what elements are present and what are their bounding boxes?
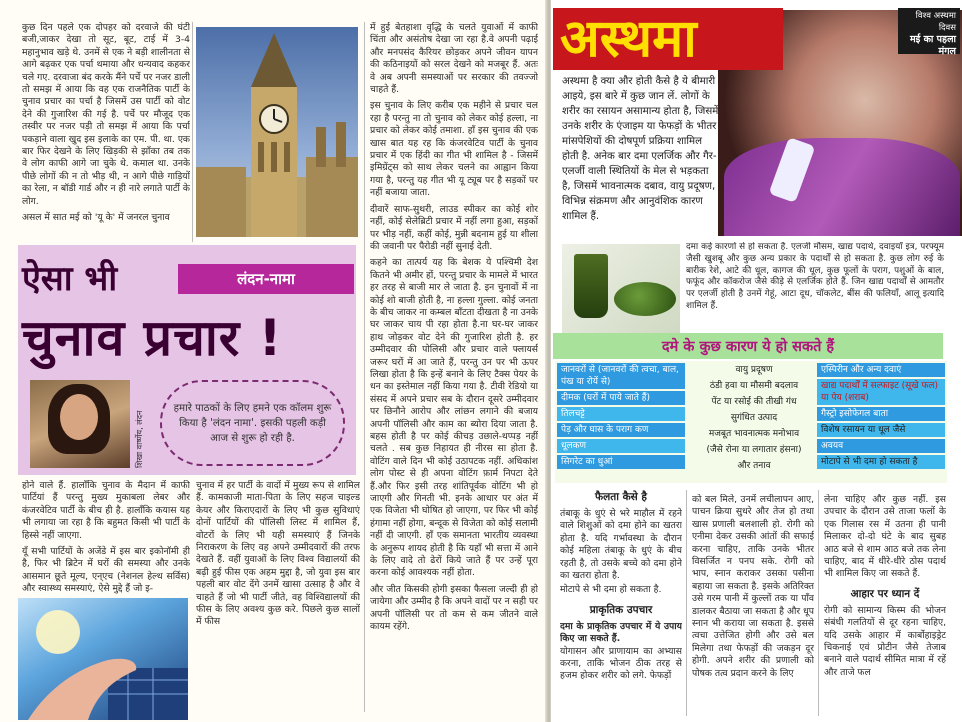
cause-right-6: मोटापे से भी दमा हो सकता है (817, 455, 945, 469)
para-col1-2: असल में सात मई को 'यू के' में जनरल चुनाव (22, 212, 170, 224)
diet-heading: आहार पर ध्यान दें (850, 587, 920, 600)
para-col1-1: कुछ दिन पहले एक दोपहर को दरवाजे की घंटी बजी,जाकर देखा तो सूट, बूट, टाई में 3-4 महानुभाव खड़े थे. उनमें से एक ने बड़ी शालीनता से आगे बढ़कर एक पर्चा थमाया और धन्यवाद कहकर चले गए. दरवाजा बंद करके मैंने पर्चे पर नजर डाली तो समझ में आया कि वह एक राजनैतिक पार्टी के चुनाव प्रचार का पर्चा है जिसमें उस पार्टी को वोट देने की गुजारिश की गई है. पर्चे पर मौजूद एक तस्वीर पर नजर पड़ी तो समझ में आया कि पर्चा पकड़ाने वाला खुद इस इलाके का एम. पी. था. एक बार फिर देखने के लिए खिड़की से झाँका तब तक वे लोग काफी आगे जा चुके थे. कमाल था. उनके पीछे लोगों की न तो भीड़ थी, न आगे पीछे गाड़ियों का रेला, न बॉडी गार्ड और न ही नारे लगाते पार्टी के लोग. (22, 22, 190, 207)
herbal-remedy-photo (562, 244, 680, 336)
how-text: तंबाकू के धुएं से भरे माहौल में रहने वाले शिशुओं को दमा होने का खतरा होता है. यदि गर्भावस्था के दौरान कोई महिला तंबाकू के धुएं के बीच रहती है, तो उसके बच्चे को दमा होने का खतरा होता है. (560, 508, 682, 582)
cause-left-5: धूलकण (557, 439, 685, 453)
para-lower-1: होने वाले हैं. हालाँकि चुनाव के मैदान में काफी पार्टियां हैं परन्तु मुख्य मुकाबला लेबर और कंजरवेटिव पार्टी के बीच ही है. हालाँकि कयास यह भी लगाया जा रहा है कि बहुमत किसी भी पार्टी के हिस्से नहीं जाएगा. (22, 480, 190, 541)
natural-text: योगासन और प्राणायाम का अभ्यास करना, ताकि भोजन ठीक तरह से हजम होकर शरीर को लगे. फेफड़ों (560, 645, 682, 682)
series-tag (898, 8, 960, 57)
cause-left-3: तिलचट्टे (557, 407, 685, 421)
headline-part2: चुनाव प्रचार ! (22, 309, 283, 367)
big-ben-illustration (196, 27, 358, 237)
cause-mid-2: ठंडी हवा या मौसमी बदलाव (709, 381, 799, 391)
solar-illustration (18, 598, 188, 720)
cause-right-2: खाद्य पदार्थों में सल्फाइट (सूखे फल) या पेय (शराब) (817, 379, 945, 405)
cause-right-1: एस्पिरीन और अन्य दवाएं (817, 363, 945, 377)
cause-left-6: सिगरेट का धुआं (557, 455, 685, 469)
para-col3-4: कहने का तात्पर्य यह कि बेशक ये पश्चिमी देश कितने भी अमीर हों, परन्तु प्रचार के मामले में भारत हर तरह से बाजी मार ले जाता है. इन चुनावों में ना कोई शो बाजी होती है, ना हल्ला गुल्ला. कोई जनता के बीच जाकर ना कम्बल बाँटता दीखता है ना उनके घर जाकर चाय पी रहा होता है.ना घर-घर जाकर हाथ जोड़कर वोट देने की गुजारिश होती है. हर उम्मीदवार की पोलिसी और प्रचार वाले फ्लायर्स जरूर घरों में आ जाते हैं, परन्तु उन पर भी ऊपर लिखा होता है कि इन्हें बनाने के लिए टैक्स पेयर के धन का इस्तेमाल नहीं किया गया है. टीवी रेडियो या संसद में अपने प्रचार सब के दौरान दूसरे उम्मीदवार पर छिनौने आरोप और लांछन लगाने की बजाय अपनी पॉलिसी और काम का ब्योरा दिया जाता है. बहस होती है पर कोई कीचड़ उछाले-थप्पड़ नहीं चलते . सब कुछ निहायत ही नीरस सा होता है. वोटिंग वाले दिन भी कोई उठापटक नहीं. अधिकांश लोग पोस्ट से ही अपना वोटिंग फ़ार्म निपटा देते हैं.और फिर इसी तरह शांतिपूर्वक वोटिंग भी हो जाएगी और गिनती भी. इनके आधार पर अंत में एक विजेता भी घोषित हो जाएगा, पर फिर भी कोई हंगामा नहीं होगा, बन्दूक से विजेता को कोई सलामी नहीं दी जाएगी. हाँ एक समानता भारतीय व्यवस्था के अनुरूप शायद होती है कि यहाँ भी सत्ता में आने के लिए वादे तो ढेरों किये जाते हैं पर उन्हें पूरा करना कोई आवश्यक नहीं होता. (370, 257, 538, 579)
cause-left-1: जानवरों से (जानवरों की त्वचा, बाल, पंख या रोयें से) (557, 363, 685, 389)
remedy-col-mid: को बल मिले, उनमें लचीलापन आए, पाचन क्रिया सुधरे और तेज हो तथा खास प्रणाली बलशाली हो. रोगी को एनीमा देकर उसकी आंतों की सफाई करना चाहिए, ताकि उनके भीतर विसर्जित न पनप सके. रोगी को भाप, स्नान कराकर उसका पसीना बहाया जा सकता है. इसके अतिरिक्त उसे गरम पानी में कुल्लों तक या पाँव डालकर बैठाया जा सकता है और धूप स्नान भी कराया जा सकता है. इससे त्वचा उत्तेजित होगी और उसे बल मिलेगा तथा फेफड़ों की जकड़न दूर होगी. अपने शरीर की प्रणाली को पोषक तत्व प्रदान करने के लिए (692, 494, 814, 679)
causes-heading: दमे के कुछ कारण ये हो सकते हैं (553, 333, 943, 359)
diet-text: रोगी को सामान्य किस्म की भोजन संबंधी गलतियों से दूर रहना चाहिए, यदि उसके आहार में कार्बोहाइड्रेट चिकनाई एवं प्रोटीन जैसे तेजाब बनाने वाले पदार्थ सीमित मात्रा में रहें और ताजे फल (824, 604, 946, 678)
para-col3-2: इस चुनाव के लिए करीब एक महीने से प्रचार चल रहा है परन्तु ना तो चुनाव को लेकर कोई हल्ला, ना प्रचार को लेकर कोई तमाशा. हाँ इस चुनाव की एक खास बात यह रह कि कंजरवेटिव पार्टी के चुनाव प्रचार में एक हिंदी का गीत भी शामिल है - जिसमें इमिग्रेंट्स को साथ लेकर चलने का आह्वान किया गया है, परन्तु यह गीत भी यू ट्यूब पर है सड़कों पर नहीं बजाया जाता. (370, 100, 538, 199)
natural-heading: प्राकृतिक उपचार (589, 603, 653, 616)
author-photo (30, 380, 130, 468)
cause-left-2: दीमक (घरों में पाये जाते हैं) (557, 391, 685, 405)
how-heading: फैलता कैसे है (595, 491, 647, 503)
remedy-col-right (824, 494, 946, 718)
para-col3-5: और जीत किसकी होगी इसका फैसला जल्दी ही हो जायेगा और उम्मीद है कि अपने वादों पर न सही पर अपनी पॉलिसी पर तो कम से कम जीतने वाले कायम रहेंगे. (370, 583, 538, 633)
para-col3-3: दीवारें साफ-सुथरी, लाउड स्पीकर का कोई शोर नहीं, कोई सेलेब्रिटी प्रचार में नहीं लगा हुआ, सड़कों पर भीड़ नहीं, कहीं कोई, मुन्नी बदनाम हुई या शीला की जवानी पर पैरोडी नहीं सुनाई देती. (370, 203, 538, 252)
natural-lead: दमा के प्राकृतिक उपचार में ये उपाय किए जा सकते हैं. (560, 620, 682, 645)
page-title: अस्थमा (560, 9, 697, 69)
para-lower-col2: चुनाव में हर पार्टी के वादों में मुख्य रूप से शामिल हैं. कामकाजी माता-पिता के लिए सहज चाइल्ड केयर और किराएदारों के लिए भी कुछ सुविधाएं दोनों पार्टियों की पॉलिसी लिस्ट में शामिल हैं, वोटरों के लिए भी यही समस्याएं हैं जिनके निराकरण के लिए वह अपने उम्मीदवारों की तरफ देखते हैं. वहीं युवाओं के लिए विश्व विद्यालयों की बढ़ी हुई फीस एक अहम मुद्दा है, जो युवा इस बार पहली बार वोट देंगे उनमें खासा उत्साह है और वे चाहते हैं जो भी पार्टी जीते, वह विश्विद्यालयों की फीस के लिए अवश्य कुछ करे. पिछले कुछ सालों में फीस (196, 480, 360, 628)
solar-hand-photo (18, 598, 188, 720)
cause-mid-5: मजबूत भावनात्मक मनोभाव (708, 429, 800, 439)
cause-mid-4: सुगंधित उत्पाद (730, 413, 778, 423)
cause-mid-6: (जैसे रोना या लगातार हंसना) (706, 445, 802, 455)
causes-grid (555, 361, 947, 483)
allergy-paragraph: दमा कई कारणों से हो सकता है. एलर्जी मौसम, खाद्य पदार्थ, दवाइयाँ इत्र, परफ्यूम जैसी खुशबू और कुछ अन्य प्रकार के पदार्थों से हो सकता है. कुछ लोग रुई के बारीक रेशे, आटे की धूल, कागज की धूल, कुछ फूलों के पराग, पशुओं के बाल, फफूंद और कॉकरोज जैसे कीड़े से एलर्जिक होते हैं. जिन खाद्य पदार्थों से आमतौर पर एलर्जी होती है उनमें गेहूं, आटा दूध, चॉकलेट, बींस की फलियाँ, आलू इत्यादि शामिल हैं. (686, 242, 944, 311)
col-right-text: लेना चाहिए और कुछ नहीं. इस उपचार के दौरान उसे ताजा फलों के एक गिलास रस में उतना ही पानी मिलाकर दो-दो घंटे के बाद सुबह आठ बजे से शाम आठ बजे तक लेना चाहिए, बाद में धीरे-धीरे ठोस पदार्थ भी शामिल किए जा सकते हैं. (824, 494, 946, 580)
article-col1-bottom (22, 480, 190, 598)
article-col3 (370, 22, 538, 712)
article-col2-bottom (196, 480, 360, 692)
para-col3-1: में हुई बेतहाशा वृद्धि के चलते युवाओं में काफी चिंता और असंतोष देखा जा रहा है.वे अपनी पढ़ाई और मनपसंद कैरियर छोड़कर अपने जीवन यापन की कठिनाइयों को सरल देखने को मजबूर हैं. अतः वे अब अपनी समस्याओं पर सरकार की तवज्जो चाहते हैं. (370, 22, 538, 96)
cause-mid-7: और तनाव (737, 461, 771, 471)
column-intro-note: हमारे पाठकों के लिए हमने एक कॉलम शुरू किया है 'लंदन नामा'. इसकी पहली कड़ी आज से शुरू हो रही है. (160, 380, 345, 466)
asthma-intro: अस्थमा है क्या और होती कैसे है ये बीमारी आइये, इस बारे में कुछ जान लें. लोगों के शरीर का रसायन असामान्य होता है, जिसमें उनके शरीर के एंजाइम या फेफड़ों के भीतर मांसपेशियों की दोषपूर्ण प्रक्रिया शामिल होती है. अनेक बार दमा एलर्जिक और गैर-एलर्जी वाली स्थितियों के मेल से भड़कता है, जिसमें भावनात्मक दबाव, वायु प्रदूषण, विभिन्न संक्रमण और आनुवंशिक कारण शामिल हैं. (562, 76, 719, 222)
series-line-2: मई का पहला (909, 34, 956, 45)
spread-section (560, 490, 682, 718)
cause-left-4: पेड़ और घास के पराग कण (557, 423, 685, 437)
author-byline: शिखा वार्ष्णेय, लंदन (135, 410, 144, 468)
headline-part1: ऐसा भी (22, 259, 118, 299)
column-tag-london-nama: लंदन-नामा (178, 264, 354, 294)
how-text-2: मोटापे से भी दमा हो सकता है. (560, 584, 662, 596)
big-ben-photo (196, 27, 358, 237)
cause-mid-3: पेंट या रसोई की तीखी गंध (711, 397, 797, 407)
cause-mid-1: वायु प्रदूषण (735, 365, 773, 375)
series-line-3: मंगल (938, 46, 956, 57)
series-line-1: विश्व अस्थमा दिवस (915, 11, 956, 33)
para-lower-2: यूँ सभी पार्टियों के अजेंडे में इस बार इकोनॉमी ही है, फिर भी ब्रिटेन में घरों की समस्या और उनके आसमान छूते मूल्य, एन्एच (नेशनल हेल्थ सर्विस) और स्वास्थ्य समस्याएं, ऐसे मुद्दे हैं जो इ- (22, 546, 190, 595)
article-col1-top (22, 22, 190, 240)
cause-right-3: गैस्ट्रो इसोफेगल बाता (817, 407, 945, 421)
cause-right-5: अवयव (817, 439, 945, 453)
cause-right-4: विशेष रसायन या धूल जैसे (817, 423, 945, 437)
